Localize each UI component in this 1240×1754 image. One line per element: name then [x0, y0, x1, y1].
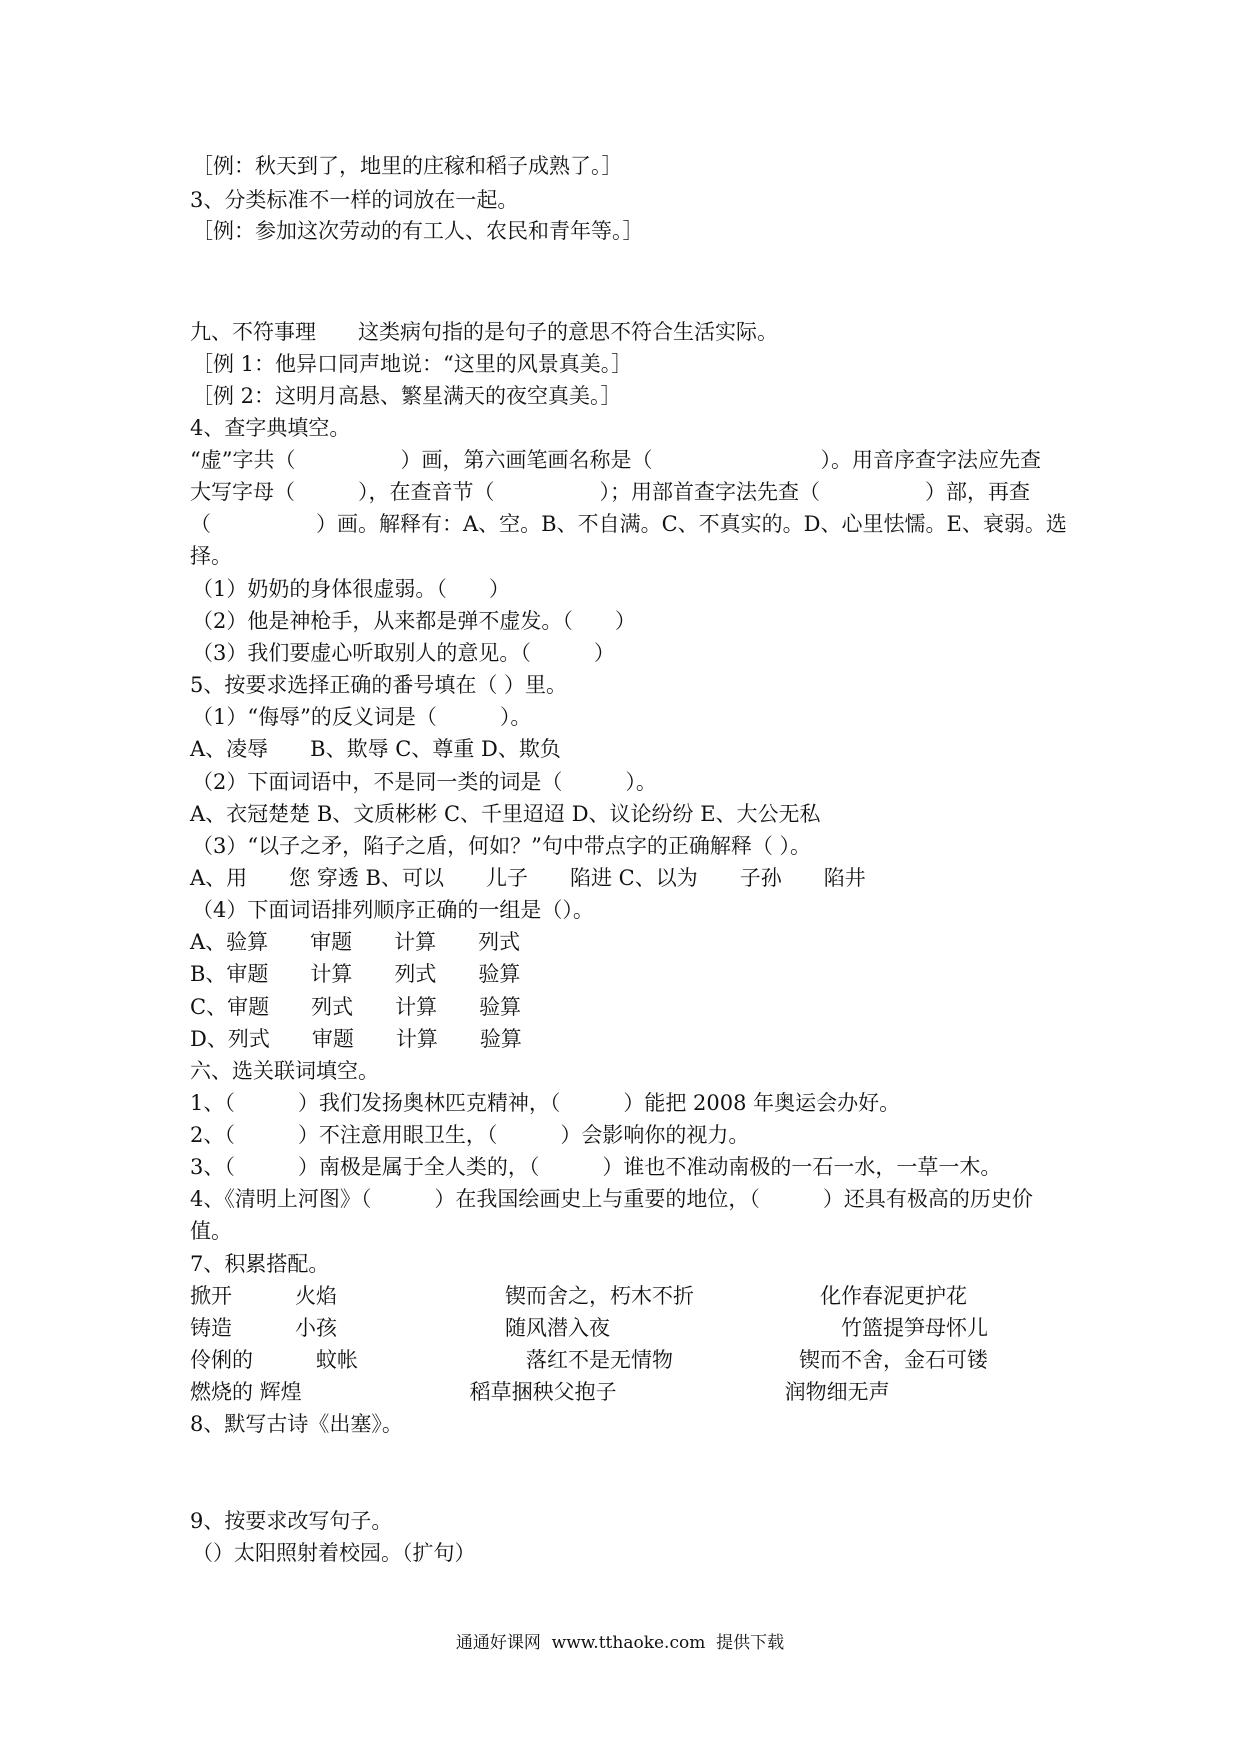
text-line: 燃烧的 辉煌 稻草捆秧父抱子 润物细无声	[190, 1380, 890, 1404]
text-line: （3）我们要虚心听取别人的意见。（ ）	[192, 641, 615, 665]
text-line: A、凌辱 B、欺辱 C、尊重 D、欺负	[190, 737, 561, 761]
text-line: ［例：参加这次劳动的有工人、农民和青年等。］	[192, 219, 644, 243]
text-line: 伶俐的 蚊帐 落红不是无情物 锲而不舍，金石可镂	[190, 1348, 988, 1372]
text-line: B、审题 计算 列式 验算	[190, 962, 521, 986]
text-line: 1、（ ）我们发扬奥林匹克精神，（ ）能把 2008 年奥运会办好。	[190, 1091, 901, 1115]
text-line: 大写字母（ ），在查音节（ ）；用部首查字法先查（ ）部，再查	[190, 480, 1030, 504]
text-line: 3、（ ）南极是属于全人类的，（ ）谁也不准动南极的一石一水，一草一木。	[190, 1155, 1002, 1179]
text-line: C、审题 列式 计算 验算	[190, 995, 522, 1019]
text-line: 2、（ ）不注意用眼卫生，（ ）会影响你的视力。	[190, 1123, 750, 1147]
section-heading: 九、不符事理 这类病句指的是句子的意思不符合生活实际。	[190, 320, 778, 344]
text-line: （2）他是神枪手，从来都是弹不虚发。（ ）	[192, 609, 636, 633]
section-heading: 9、按要求改写句子。	[190, 1509, 393, 1533]
text-line: A、验算 审题 计算 列式	[190, 930, 521, 954]
text-line: “虚”字共（ ）画，第六画笔画名称是（ ）。用音序查字法应先查	[190, 448, 1041, 472]
text-line: 掀开 火焰 锲而舍之，朽木不折 化作春泥更护花	[190, 1284, 967, 1308]
text-line: ［例：秋天到了，地里的庄稼和稻子成熟了。］	[192, 154, 623, 178]
section-heading: 5、按要求选择正确的番号填在（ ）里。	[190, 673, 568, 697]
text-line: （2）下面词语中，不是同一类的词是（ ）。	[192, 770, 657, 794]
text-line: （4）下面词语排列顺序正确的一组是（）。	[192, 898, 594, 922]
text-line: ［例 2：这明月高悬、繁星满天的夜空真美。］	[192, 384, 622, 408]
page-footer: 通通好课网 www.tthaoke.com 提供下载	[455, 1633, 785, 1653]
section-heading: 4、查字典填空。	[190, 416, 351, 440]
text-line: 值。	[190, 1219, 232, 1243]
text-line: 4、《清明上河图》（ ）在我国绘画史上与重要的地位，（ ）还具有极高的历史价	[190, 1187, 1033, 1211]
section-heading: 六、选关联词填空。	[190, 1059, 379, 1083]
text-line: （1）“侮辱”的反义词是（ ）。	[192, 705, 532, 729]
text-line: 铸造 小孩 随风潜入夜 竹篮提笋母怀儿	[190, 1316, 988, 1340]
text-line: A、用 您 穿透 B、可以 儿子 陷进 C、以为 子孙 陷井	[190, 866, 866, 890]
text-line: （）太阳照射着校园。（扩句）	[192, 1541, 476, 1565]
text-line: （ ）画。解释有：A、空。B、不自满。C、不真实的。D、心里怯懦。E、衰弱。选	[190, 512, 1067, 536]
text-line: （1）奶奶的身体很虚弱。（ ）	[192, 577, 510, 601]
text-line: 择。	[190, 544, 232, 568]
text-line: 3、分类标准不一样的词放在一起。	[190, 188, 519, 212]
text-line: D、列式 审题 计算 验算	[190, 1027, 522, 1051]
section-heading: 8、默写古诗《出塞》。	[190, 1412, 403, 1436]
text-line: A、衣冠楚楚 B、文质彬彬 C、千里迢迢 D、议论纷纷 E、大公无私	[190, 802, 821, 826]
text-line: ［例 1：他异口同声地说：“这里的风景真美。］	[192, 352, 633, 376]
section-heading: 7、积累搭配。	[190, 1252, 330, 1276]
text-line: （3）“以子之矛，陷子之盾，何如？”句中带点字的正确解释（ ）。	[192, 834, 812, 858]
